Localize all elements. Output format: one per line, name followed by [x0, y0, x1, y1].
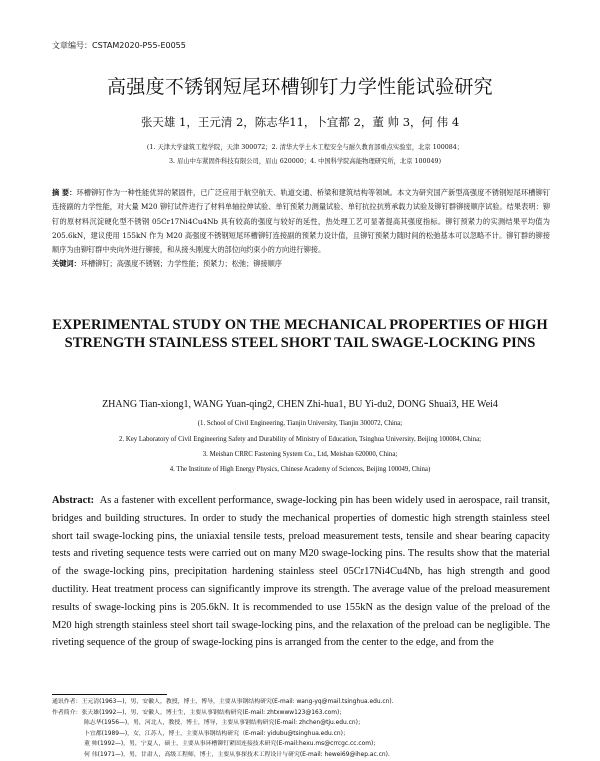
authors-cn: 张天雄 1，王元清 2，陈志华11，卜宜都 2，董 帅 3，何 伟 4: [140, 115, 460, 129]
abstract-cn-text: 环槽铆钉作为一种性能优异的紧固件，已广泛应用于航空航天、轨道交通、桥梁和建筑结构等领域。本文为研究国产新型高强度不锈钢短尾环槽铆钉连接副的力学性能，对大量 M20 铆钉试件进行了材料单轴拉伸试验、单钉预紧力测量试验、单钉抗拉抗剪承载力试验及铆钉群铆接顺序试验。结果表明：铆钉的原材料沉淀硬化型不锈钢 05Cr17Ni4Cu4Nb 具有较高的强度与较好的延性，热处理工艺可显著提高其强度指标。铆钉预紧力的实测结果平均值为 205.6kN，建议使用 155kN 作为 M20 高强度不锈钢短尾环槽铆钉连接副的预紧力设计值，且铆钉预紧力随时间的松弛基本可以忽略不计。铆钉群的铆接顺序为由铆钉群中央向外进行铆接，和从接头刚度大的部位向约束小的方向进行铆接。: [52, 188, 550, 255]
affiliation-en-line-1: (1. School of Civil Engineering, Tianjin University, Tianjin 300072, China;: [197, 420, 403, 427]
affiliation-en-line-4: 4. The Institute of High Energy Physics, Chinese Academy of Sciences, Beijing 100049, China): [169, 466, 431, 473]
keywords-cn-label: 关键词：: [52, 259, 81, 269]
abstract-en-text: As a fastener with excellent performance, swage-locking pin has been widely used in aerospace, rail transit, bridges and building structures. In order to study the mechanical properties of domestic high strength stainless steel short tail swage-locking pins, the uniaxial tensile tests, preload measurement tests, tensile and shear bearing capacity tests and riveting sequence tests were carried out on many M20 swage-locking pins. The results show that the material of the swage-locking pins, precipitation hardening stainless steel 05Cr17Ni4Cu4Nb, has high strength and good ductility. Heat treatment process can significantly improve its strength. The average value of the preload measurement results of swage-locking pins is 205.6kN. It is recommended to use 155kN as the design value of the preload of the M20 high strength stainless steel short tail swage-locking pins, and the relaxation of the preload can be negligible. The riveting sequence of the group of swage-locking pins is arranged from the center to the edge, and from the: [52, 495, 550, 649]
article-number: 文章编号：CSTAM2020-P55-E0055: [52, 41, 186, 50]
affiliation-en-line-3: 3. Meishan CRRC Fastening System Co., Ltd, Meishan 620000, China;: [202, 451, 398, 458]
abstract-en: [52, 492, 550, 652]
footnote-rule: [52, 694, 167, 695]
abstract-cn: [52, 186, 550, 272]
keywords-cn-text: 环槽铆钉；高强度不锈钢；力学性能；预紧力；松弛；铆接顺序: [80, 259, 283, 269]
abstract-cn-label: 摘 要：: [52, 188, 77, 197]
footnote-bio-1: 作者简介：张天雄(1992—)，男，安徽人，博士生，主要从事钢结构研究(E-mail: zhtxwww123@163.com)；: [52, 709, 346, 716]
footnote-bio-3: 卜宜都(1989—)，女，江苏人，博士，主要从事钢结构研究（E-mail: yidubu@tsinghua.edu.cn)；: [84, 730, 349, 737]
footnotes: [52, 697, 562, 761]
affiliation-en-line-2: 2. Key Laboratory of Civil Engineering Safety and Durability of Ministry of Education, Tsinghua University, Beijing 100084, China;: [119, 436, 481, 443]
authors-en: ZHANG Tian-xiong1, WANG Yuan-qing2, CHEN Zhi-hua1, BU Yi-du2, DONG Shuai3, HE Wei4: [102, 399, 498, 410]
footnote-bio-4: 董 帅(1992—)，男，宁夏人，硕士，主要从事环槽铆钉紧固连接技术研究(E-mail:hexu.ms@crrcgc.cc.com)；: [84, 741, 380, 748]
footnote-corresponding: 通讯作者：王元清(1963—)，男，安徽人，教授，博士，博导，主要从事钢结构研究(E-mail: wang-yq@mail.tsinghua.edu.cn).: [52, 699, 394, 705]
title-cn: 高强度不锈钢短尾环槽铆钉力学性能试验研究: [106, 76, 493, 98]
title-en: EXPERIMENTAL STUDY ON THE MECHANICAL PROPERTIES OF HIGH STRENGTH STAINLESS STEEL SHORT TAIL SWAGE-LOCKING PINS: [52, 317, 548, 351]
affiliation-cn-line-1: (1. 天津大学建筑工程学院，天津 300072；2. 清华大学土木工程安全与耐久教育部重点实验室，北京 100084；: [146, 144, 464, 151]
abstract-en-label: Abstract:: [52, 495, 95, 506]
footnote-bio-5: 何 伟(1971—)，男，甘肃人，高级工程师，博士，主要从事探技术工程设计与研究(E-mail: hewei69@ihep.ac.cn).: [84, 751, 390, 758]
keywords-cn: [52, 257, 550, 271]
affiliation-cn-line-2: 3. 眉山中车紧固件科技有限公司，眉山 620000；4. 中国科学院高能物理研究所，北京 100049): [168, 158, 442, 165]
footnote-bio-2: 陈志华(1956—)，男，河北人，教授，博士，博导，主要从事钢结构研究(E-mail: zhchen@tju.edu.cn)；: [84, 720, 364, 727]
